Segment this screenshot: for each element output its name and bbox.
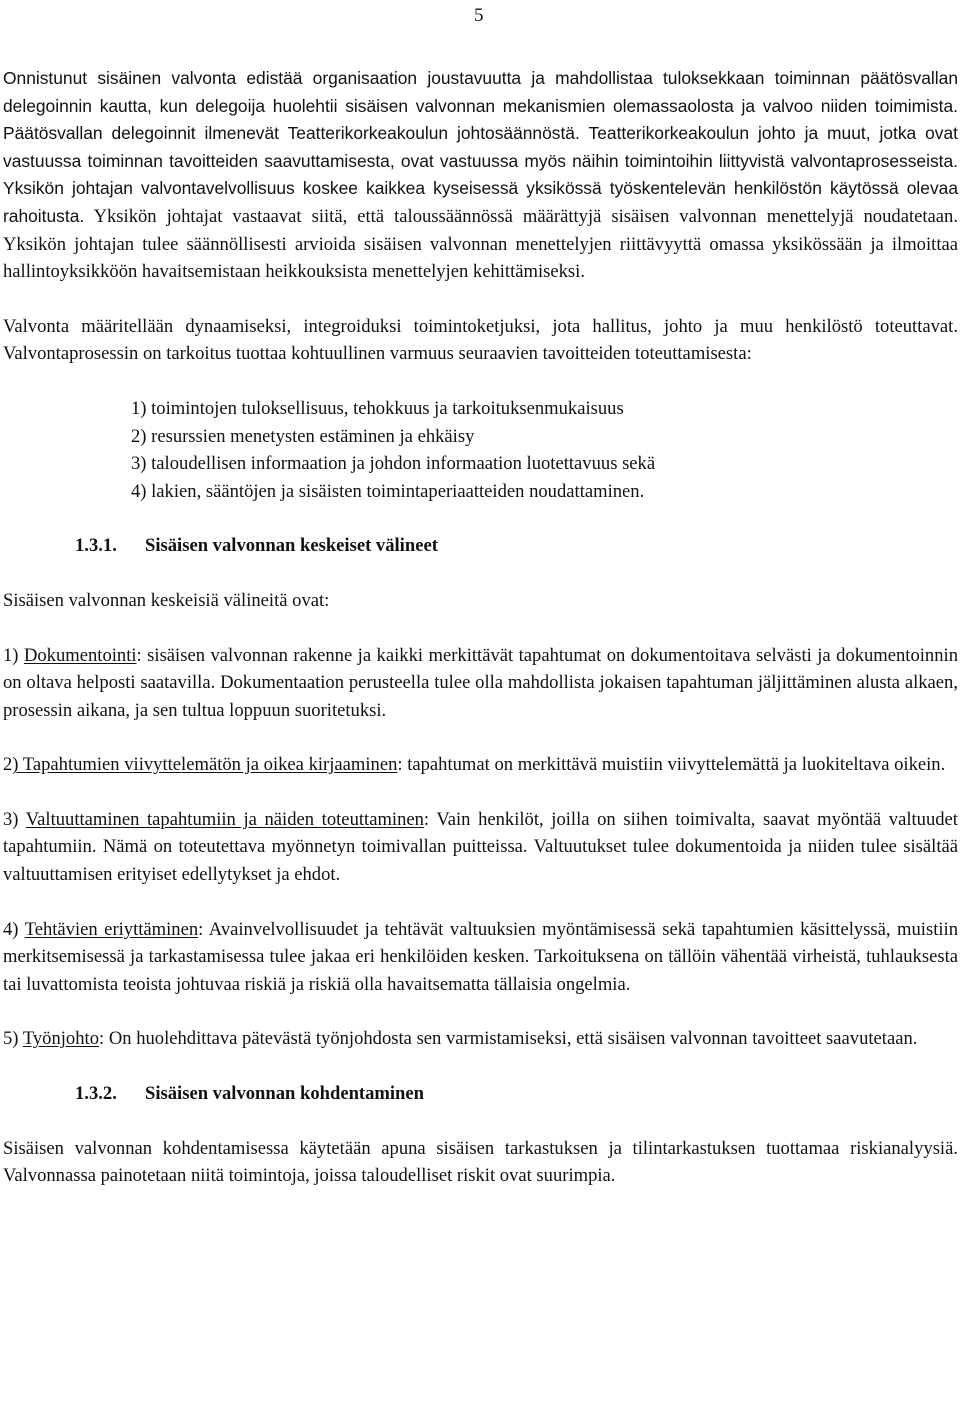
section-title: Sisäisen valvonnan keskeiset välineet [145, 535, 438, 557]
section-number: 1.3.2. [75, 1083, 117, 1105]
item-prefix: 1) [3, 644, 24, 666]
tool-item-supervision [3, 1025, 958, 1053]
list-item: 2) resurssien menetysten estäminen ja ehkäisy [131, 425, 475, 447]
item-text: : tapahtumat on merkittävä muistiin viivyttelemättä ja luokiteltava oikein. [397, 754, 946, 776]
section-heading-1-3-1 [3, 532, 958, 560]
intro-serif-text: Yksikön johtajat vastaavat siitä, että taloussäännössä määrättyjä sisäisen valvonnan menettelyjä noudatetaan. Yksikön johtajan tulee säännöllisesti arvioida sisäisen valvonnan menettelyjen riittävyyttä omassa yksikössään ja ilmoittaa hallintoyksikköön havaitsemistaan heikkouksista menettelyjen kehittämiseksi. [3, 205, 958, 283]
list-item: 1) toimintojen tuloksellisuus, tehokkuus ja tarkoituksenmukaisuus [131, 397, 624, 419]
item-term: Dokumentointi [23, 644, 137, 666]
tool-item-authorization [3, 806, 958, 889]
item-prefix: 4) [3, 918, 25, 940]
section-heading-1-3-2 [3, 1080, 958, 1108]
section-lead: Sisäisen valvonnan keskeisiä välineitä ovat: [3, 589, 330, 611]
list-item: 3) taloudellisen informaation ja johdon informaation luotettavuus sekä [131, 453, 656, 475]
item-text: : sisäisen valvonnan rakenne ja kaikki merkittävät tapahtumat on dokumentoitava selvästi ja dokumentoinnin on oltava helposti saatavilla. Dokumentaation perusteella tulee olla mahdollista jokaisen tapahtuman jäljittäminen alusta alkaen, prosessin aikana, ja sen tultua loppuun suoritetuksi. [3, 644, 958, 721]
tool-item-documentation [3, 642, 958, 725]
tool-item-recording [3, 751, 958, 779]
section-title: Sisäisen valvonnan kohdentaminen [145, 1083, 424, 1105]
section-2-paragraph: Sisäisen valvonnan kohdentamisessa käytetään apuna sisäisen tarkastuksen ja tilintarkastuksen tuottamaa riskianalyysiä. Valvonnassa painotetaan niitä toimintoja, joissa taloudelliset riskit ovat suurimpia. [3, 1137, 958, 1187]
item-text: : On huolehdittava pätevästä työnjohdosta sen varmistamiseksi, että sisäisen valvonnan tavoitteet saavutetaan. [99, 1028, 918, 1050]
item-prefix: 2 [3, 754, 13, 776]
item-term: Valtuuttaminen tapahtumiin ja näiden toteuttaminen [25, 808, 424, 830]
item-prefix: 3) [3, 808, 26, 830]
item-term: ) Tapahtumien viivyttelemätön ja oikea kirjaaminen [12, 754, 398, 776]
list-item: 4) lakien, sääntöjen ja sisäisten toimintaperiaatteiden noudattaminen. [131, 480, 645, 502]
page-number: 5 [474, 5, 484, 26]
item-prefix: 5) [3, 1028, 23, 1050]
page-content [3, 65, 958, 1190]
item-text: : Avainvelvollisuudet ja tehtävät valtuuksien myöntämisessä sekä tapahtumien käsittelyssä, muistiin merkitsemisessä ja tarkastamisessa tulee jakaa eri henkilöiden kesken. Tarkoituksena on tällöin vähentää virheistä, tuhlauksesta tai luvattomista teoista johtuvaa riskiä ja riskiä olla havaitsematta tällaisia ongelmia. [3, 918, 958, 995]
tool-item-segregation [3, 916, 958, 999]
item-term: Työnjohto [22, 1028, 99, 1050]
item-term: Tehtävien eriyttäminen [24, 918, 199, 940]
definition-paragraph: Valvonta määritellään dynaamiseksi, integroiduksi toimintoketjuksi, jota hallitus, johto ja muu henkilöstö toteuttavat. Valvontaprosessin on tarkoitus tuottaa kohtuullinen varmuus seuraavien tavoitteiden toteuttamisesta: [3, 315, 958, 365]
section-number: 1.3.1. [75, 535, 117, 557]
objectives-list [131, 395, 958, 505]
intro-mixed-text: Teatterikorkeakoulun johto ja muut, jotka ovat vastuussa toiminnan tavoitteiden saavuttamisesta, ovat vastuussa myös näihin toimintoihin liittyvistä valvontaprosesseista. Yksikön johtajan valvontavelvollisuus koskee kaikkea kyseisessä yksikössä työskentelevän henkilöstön käytössä olevaa rahoitusta. [3, 123, 958, 226]
item-text: : Vain henkilöt, joilla on siihen toimivalta, saavat myöntää valtuudet tapahtumiin. Nämä on toteutettava myönnetyn toimivallan puitteissa. Valtuutukset tulee dokumentoida ja niiden tulee sisältää valtuuttamisen erityiset edellytykset ja ehdot. [3, 808, 958, 886]
intro-sans-text: Onnistunut sisäinen valvonta edistää organisaation joustavuutta ja mahdollistaa tuloksekkaan toiminnan päätösvallan delegoinnin kautta, kun delegoija huolehtii sisäisen valvonnan mekanismien olemassaolosta ja valvoo niiden toimimista. Päätösvallan delegoinnit ilmenevät Teatterikorkeakoulun johtosäännöstä. [3, 68, 958, 144]
intro-paragraph [3, 65, 958, 286]
